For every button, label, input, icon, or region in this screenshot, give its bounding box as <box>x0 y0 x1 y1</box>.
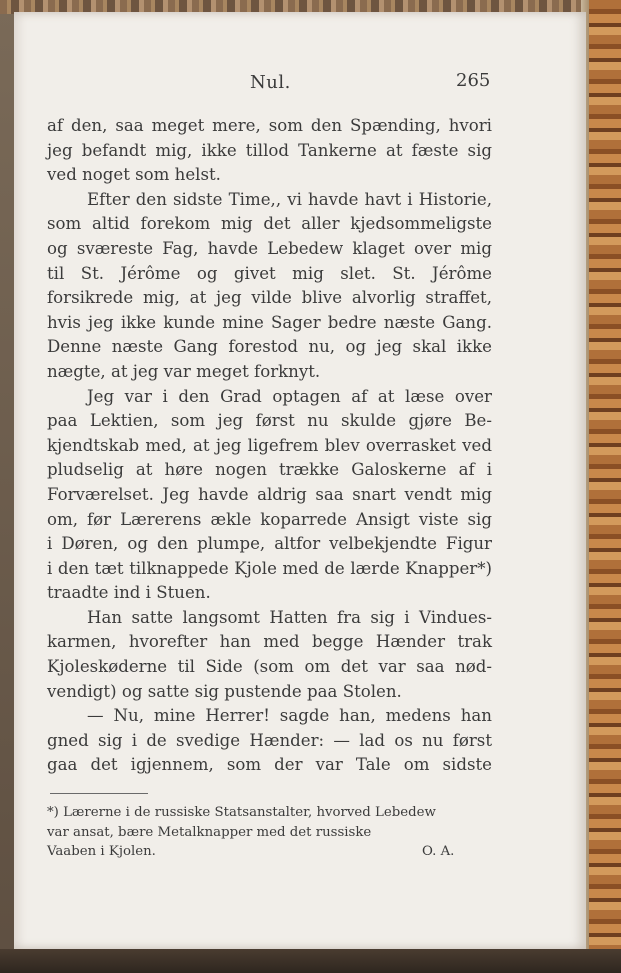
footnote <box>47 803 509 862</box>
text-line: Efter den sidste Time,, vi havde havt i Historie, <box>87 189 492 209</box>
footnote-line: Vaaben i Kjolen. <box>47 844 156 859</box>
text-line: Forværelset. Jeg havde aldrig saa snart vendt mig <box>47 484 492 504</box>
page-number: 265 <box>456 70 491 91</box>
text-line: i Døren, og den plumpe, altfor velbekjendte Figur <box>47 534 492 554</box>
book-spine-edge <box>581 0 621 973</box>
text-line: forsikrede mig, at jeg vilde blive alvorlig straffet, <box>47 288 492 308</box>
text-line: som altid forekom mig det aller kjedsommeligste <box>47 214 492 234</box>
text-line: hvis jeg ikke kunde mine Sager bedre næste Gang. <box>47 312 492 332</box>
text-line: — Nu, mine Herrer! sagde han, medens han <box>87 706 492 726</box>
text-line: kjendtskab med, at jeg ligefrem blev overrasket ved <box>47 435 492 455</box>
text-line: i den tæt tilknappede Kjole med de lærde Knapper*) <box>47 558 492 578</box>
text-line: jeg befandt mig, ikke tillod Tankerne at fæste sig <box>47 140 492 160</box>
footnote-line: *) Lærerne i de russiske Statsanstalter, hvorved Lebedew <box>47 805 436 820</box>
book-bottom-edge <box>0 949 621 973</box>
text-line: gaa det igjennem, som der var Tale om sidste <box>47 755 492 775</box>
text-line: traadte ind i Stuen. <box>47 583 211 603</box>
footnote-line: var ansat, bære Metalknapper med det russiske <box>47 824 372 840</box>
text-line: af den, saa meget mere, som den Spænding, hvori <box>47 116 492 135</box>
text-line: til St. Jérôme og givet mig slet. St. Jérôme <box>47 263 492 283</box>
text-line: Han satte langsomt Hatten fra sig i Vindues- <box>87 607 492 627</box>
text-line: Kjoleskøderne til Side (som om det var saa nød- <box>47 657 492 677</box>
book-page <box>14 12 586 949</box>
text-line: nægte, at jeg var meget forknyt. <box>47 361 321 381</box>
text-line: paa Lektien, som jeg først nu skulde gjøre Be- <box>47 411 492 431</box>
running-title: Nul. <box>250 72 291 93</box>
text-line: Jeg var i den Grad optagen af at læse over <box>87 386 492 406</box>
text-line: pludselig at høre nogen trække Galoskerne af i <box>47 460 492 480</box>
footnote-rule <box>50 793 148 794</box>
footnote-signature: O. A. <box>422 844 455 859</box>
text-line: om, før Lærerens ækle koparrede Ansigt viste sig <box>47 509 492 529</box>
text-line: Denne næste Gang forestod nu, og jeg skal ikke <box>47 337 492 357</box>
running-head <box>14 66 586 96</box>
text-line: vendigt) og satte sig pustende paa Stolen. <box>47 681 402 701</box>
body-text <box>47 114 492 778</box>
text-line: karmen, hvorefter han med begge Hænder trak <box>47 632 492 652</box>
text-line: gned sig i de svedige Hænder: — lad os nu først <box>47 730 492 750</box>
text-line: og sværeste Fag, havde Lebedew klaget over mig <box>47 238 492 258</box>
text-line: ved noget som helst. <box>47 165 221 185</box>
